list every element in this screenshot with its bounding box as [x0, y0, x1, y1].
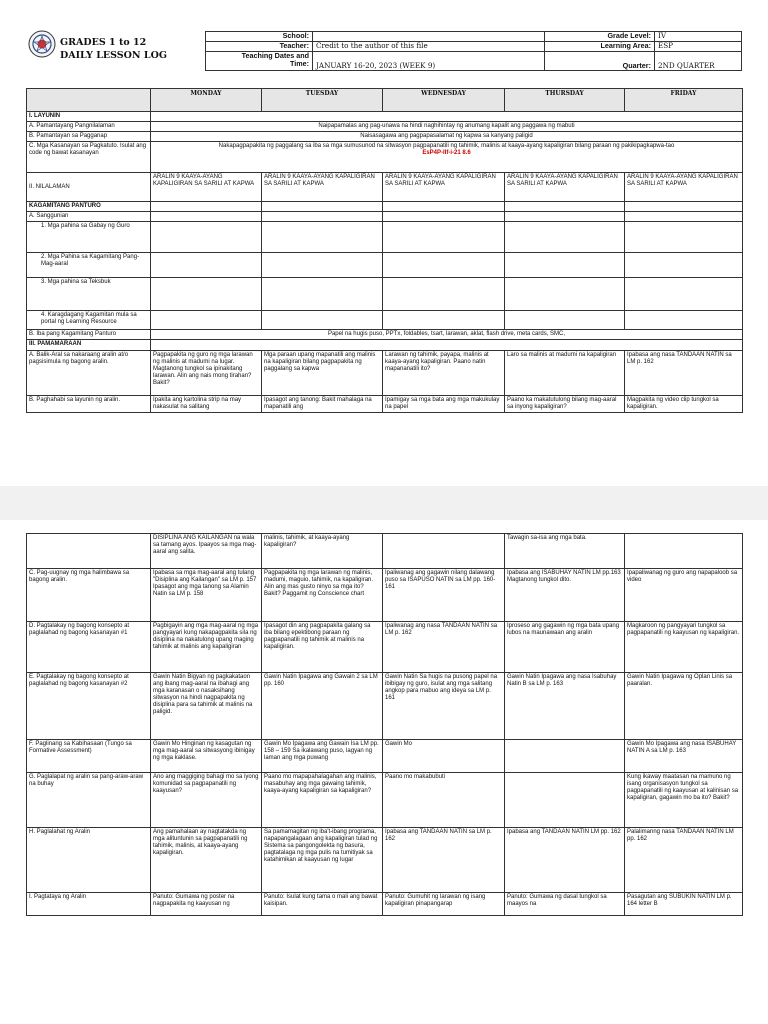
row-label: G. Paglalapat ng aralin sa pang-araw-araw na buhay — [27, 773, 151, 828]
day-cell: Paano mo mapapahalagahan ang malinis, masabuhay ang mga gawaing tahimik, kaaya-ayang kapaligiran sa kapaligiran? — [262, 773, 383, 828]
row-label: 4. Karagdagang Kagamitan mula sa portal ng Learning Resource — [27, 311, 151, 330]
row-label: H. Paglalahat ng Aralin — [27, 828, 151, 893]
corner-cell — [27, 89, 151, 112]
day-cell — [625, 534, 743, 569]
row-value: Naipapamalas ang pag-unawa na hindi naghihintay ng anumang kapalit ang paggawa ng mabuti — [151, 122, 743, 132]
dates-label-line-1: Teaching Dates and — [241, 51, 309, 60]
section-layunin: I. LAYUNIN — [27, 112, 151, 122]
dates-label-line-2: Time: — [289, 59, 309, 69]
row-label: A. Sanggunian — [27, 212, 151, 222]
row-label: A. Balik-Aral sa nakaraang aralin at/o pagsisimula ng bagong aralin. — [27, 350, 151, 395]
day-cell: Ipakita ang kartolina strip na may nakasulat na salitang — [151, 395, 262, 412]
quarter-label: Quarter: — [545, 52, 655, 71]
day-cell: Kung ikaway maatasan na mamuno ng isang organisasyon tungkol sa pagpapanatili ng kaayusan at kalinisan sa kapaligiran, gagawin mo ba ito? Bakit? — [625, 773, 743, 828]
content-cell: ARALIN 9 KAAYA-AYANG KAPALIGIRAN SA SARILI AT KAPWA — [262, 173, 383, 202]
row-label: F. Paglinang sa Kabihasaan (Tungo sa Formative Assessment) — [27, 740, 151, 773]
teacher-label: Teacher: — [206, 42, 313, 52]
dates-label — [206, 52, 313, 71]
day-cell: Gawin Natin Ipagawa ng Oplan Linis sa paaralan. — [625, 673, 743, 740]
day-cell: Gawin Natin Sa hugis na pusong papel na ibibigay ng guro, isulat ang mga salitang angkop para mabuo ang ideya sa LM p. 161 — [383, 673, 505, 740]
teacher-value: Credit to the author of this file — [313, 42, 545, 52]
header-info-table — [205, 31, 742, 71]
day-cell: Paano ka makatutulong bilang mag-aaral sa inyong kapaligiran? — [505, 395, 625, 412]
day-header: WEDNESDAY — [383, 89, 505, 112]
day-cell: Ipabasa ang TANDAAN NATIN sa LM p. 162 — [383, 828, 505, 893]
row-label: B. Iba pang Kagamitang Panturo — [27, 330, 151, 340]
day-cell: Ipabasa sa mga mag-aaral ang tulang "Disiplina ang Kailangan" sa LM p. 157 Ipasagot ang mga tanong sa Alamin Natin sa LM p. 158 — [151, 569, 262, 622]
row-label: 2. Mga Pahina sa Kagamitang Pang-Mag-aaral — [27, 253, 151, 278]
day-cell: Ang pamahalaan ay nagtatakda ng mga alituntunin sa pagpapanatili ng tahimik, malinis, at kaaya-ayang kapaligiran. — [151, 828, 262, 893]
day-header: THURSDAY — [505, 89, 625, 112]
title-line-1: GRADES 1 to 12 — [60, 37, 147, 48]
day-cell: Panuto: Gumuhit ng larawan ng isang kapaligiran pinapangarap — [383, 893, 505, 916]
day-cell: Ipabasa ang ISABUHAY NATIN LM pp.163 Magtanong tungkol dito. — [505, 569, 625, 622]
row-value: Papel na hugis puso, PPTx, foldables, tsart, larawan, aklat, flash drive, meta cards, SMC, — [151, 330, 743, 340]
day-cell: Gawin Mo Ipagawa ang Gawain Isa LM pp. 158 – 159 Sa ikalawang puso, lagyan ng laman ang mga puwang — [262, 740, 383, 773]
day-cell: Pasagutan ang SUBUKIN NATIN LM p. 164 letter B — [625, 893, 743, 916]
day-header: MONDAY — [151, 89, 262, 112]
lesson-log-page-2 — [0, 520, 768, 1024]
row-label: 1. Mga pahina sa Gabay ng Guro — [27, 222, 151, 253]
row-value — [151, 142, 743, 173]
quarter-value: 2ND QUARTER — [655, 52, 742, 71]
row-label: D. Pagtalakay ng bagong konsepto at paglalahad ng bagong kasanayan #1 — [27, 622, 151, 673]
day-cell: Panuto: Gumawa ng poster na nagpapakita ng kaayusan ng — [151, 893, 262, 916]
day-cell: Paano mo makabubuti — [383, 773, 505, 828]
row-label: II. NILALAMAN — [27, 173, 151, 202]
content-cell: ARALIN 9 KAAYA-AYANG KAPALIGIRAN SA SARILI AT KAPWA — [383, 173, 505, 202]
day-cell: Gawin Mo Hinginan ng kasagutan ng mga mag-aaral sa sitwasyong ibinigay ng mga kaklase. — [151, 740, 262, 773]
area-label: Learning Area: — [545, 42, 655, 52]
competency-code: EsP4P-IIf-i-21 8.6 — [422, 150, 471, 157]
day-cell: Gawin Natin Bigyan ng pagkakataon ang ibang mag-aaral na ibahagi ang mga karanasan o nasaksihang sitwasyon na hindi nagpapakita ng disiplina para sa tahimik at malinis na paligid. — [151, 673, 262, 740]
grade-label: Grade Level: — [545, 32, 655, 42]
title-line-2: DAILY LESSON LOG — [60, 50, 167, 61]
day-cell: Gawin Natin Ipagawa ang nasa Isabuhay Natin B sa LM p. 163 — [505, 673, 625, 740]
day-cell: Ano ang maggiging bahagi mo sa iyong komunidad sa pagpapanatili ng kaayusan? — [151, 773, 262, 828]
day-cell: Magpakita ng video clip tungkol sa kapaligiran. — [625, 395, 743, 412]
lesson-table-page-2 — [26, 533, 743, 916]
day-cell: Gawin Natin Ipagawa ang Gawain 2 sa LM pp. 160 — [262, 673, 383, 740]
day-cell: Ipamigay sa mga bata ang mga makukulay na papel — [383, 395, 505, 412]
day-cell — [505, 740, 625, 773]
day-cell: Panuto: Isulat kung tama o mali ang bawat kaisipan. — [262, 893, 383, 916]
day-header: FRIDAY — [625, 89, 743, 112]
row-label: B. Paghahabi sa layunin ng aralin. — [27, 395, 151, 412]
grade-value: IV — [655, 32, 742, 42]
day-cell — [505, 773, 625, 828]
row-value: Naisasagawa ang pagpapasalamat ng kapwa sa kanyang paligid — [151, 132, 743, 142]
day-cell: Tawagin sa-isa ang mga bata. — [505, 534, 625, 569]
day-cell: Gawin Mo — [383, 740, 505, 773]
day-cell: Larawan ng tahimik, payapa, malinis at kaaya-ayang kapaligiran. Paano natin mapananatili ito? — [383, 350, 505, 395]
row-label: I. Pagtataya ng Aralin — [27, 893, 151, 916]
day-cell: Ipapaliwanag ng guro ang napapaloob sa video — [625, 569, 743, 622]
lesson-log-page-1 — [0, 0, 768, 486]
day-cell: Mga paraan upang mapanatili ang malinis na kapaligiran bilang pagpapakita ng paggalang sa kapwa — [262, 350, 383, 395]
row-label: C. Mga Kasanayan sa Pagkatuto. Isulat ang code ng bawat kasanayan — [27, 142, 151, 173]
day-cell: Gawin Mo Ipagawa ang nasa ISABUHAY NATIN A sa LM p. 163 — [625, 740, 743, 773]
day-cell: Ipabasa ang nasa TANDAAN NATIN sa LM p. 162 — [625, 350, 743, 395]
day-cell: Ipasagot din ang pagpapakita galang sa iba bilang epektibong paraan ng pagpapanatili ng tahimik at malinis na kapaligiran. — [262, 622, 383, 673]
content-cell: ARALIN 9 KAAYA-AYANG KAPALIGIRAN SA SARILI AT KAPWA — [151, 173, 262, 202]
day-cell: Laro sa malinis at madumi na kapaligiran — [505, 350, 625, 395]
dates-value: JANUARY 16-20, 2023 (WEEK 9) — [313, 52, 545, 71]
day-cell: Ipaliwanag ang gagawin nilang dalawang puso sa ISAPUSO NATIN sa LM pp. 160-161 — [383, 569, 505, 622]
row-label: C. Pag-uugnay ng mga halimbawa sa bagong aralin. — [27, 569, 151, 622]
day-cell: malinis, tahimik, at kaaya-ayang kapaligiran? — [262, 534, 383, 569]
day-cell: Palalimanng nasa TANDAAN NATIN LM pp. 162 — [625, 828, 743, 893]
document-title — [60, 36, 167, 62]
row-label: B. Pamantayan sa Pagganap — [27, 132, 151, 142]
page-gap — [0, 486, 768, 520]
day-cell: Iproseso ang gagawin ng mga bata upang lubos na maunawaan ang aralin — [505, 622, 625, 673]
day-cell: Ipabasa ang TANDAAN NATIN LM pp. 162 — [505, 828, 625, 893]
day-cell: Panuto: Gumawa ng dasal tungkol sa maayos na — [505, 893, 625, 916]
day-cell: DISIPLINA ANG KAILANGAN na wala sa tamang ayos. Ipaayos sa mga mag-aaral ang salita. — [151, 534, 262, 569]
lesson-table-page-1 — [26, 88, 743, 413]
school-value — [313, 32, 545, 42]
day-cell — [383, 534, 505, 569]
day-cell: Sa pamamagitan ng iba't-ibang programa, napapangalagaan ang kapaligiran tulad ng Sistema sa pangongolekta ng basura, pagtatalaga ng mga pulis na tumitiyak sa katahimikan at kaayusan ng lugar — [262, 828, 383, 893]
competency-text: Nakapagpapakita ng paggalang sa iba sa mga sumusunod na sitwasyon pagpapanatili ng tahimik, malinis at kaaya-ayang kapaligiran bilang paraan ng pakikipagkapwa-tao — [218, 143, 675, 150]
day-cell: Pagpapakita ng guro ng mga larawan ng malinis at madumi na lugar. Magtanong tungkol sa ipinakitang larawan. Alin ang nais mong tirahan? Bakit? — [151, 350, 262, 395]
day-cell: Magkaroon ng pangyayari tungkol sa pagpapanatili ng kaayusan ng kapaligiran. — [625, 622, 743, 673]
day-cell: Pagbigayin ang mga mag-aaral ng mga pangyayari kung nakapagpakita sila ng disiplina na nakatulong upang maging tahimik at malinis ang kapaligiran — [151, 622, 262, 673]
deped-seal-icon — [28, 30, 56, 58]
row-label: E. Pagtalakay ng bagong konsepto at paglalahad ng bagong kasanayan #2 — [27, 673, 151, 740]
school-label: School: — [206, 32, 313, 42]
section-pamamaraan: III. PAMAMARAAN — [27, 340, 151, 350]
day-cell: Pagpapakita ng mga larawan ng malinis, madumi, maguio, tahimik, na kapaligiran. Alin ang mas gusto ninyo sa mga ito? Bakit? Paggamit ng Conscience chart — [262, 569, 383, 622]
row-label: A. Pamantayang Pangnilalaman — [27, 122, 151, 132]
day-header: TUESDAY — [262, 89, 383, 112]
day-cell: Ipaliwanag ang nasa TANDAAN NATIN sa LM p. 162 — [383, 622, 505, 673]
content-cell: ARALIN 9 KAAYA-AYANG KAPALIGIRAN SA SARILI AT KAPWA — [625, 173, 743, 202]
row-label: 3. Mga pahina sa Teksbuk — [27, 278, 151, 311]
section-kagamitan: KAGAMITANG PANTURO — [27, 202, 151, 212]
content-cell: ARALIN 9 KAAYA-AYANG KAPALIGIRAN SA SARILI AT KAPWA — [505, 173, 625, 202]
day-cell: Ipasagot ang tanong: Bakit mahalaga na mapanatili ang — [262, 395, 383, 412]
area-value: ESP — [655, 42, 742, 52]
